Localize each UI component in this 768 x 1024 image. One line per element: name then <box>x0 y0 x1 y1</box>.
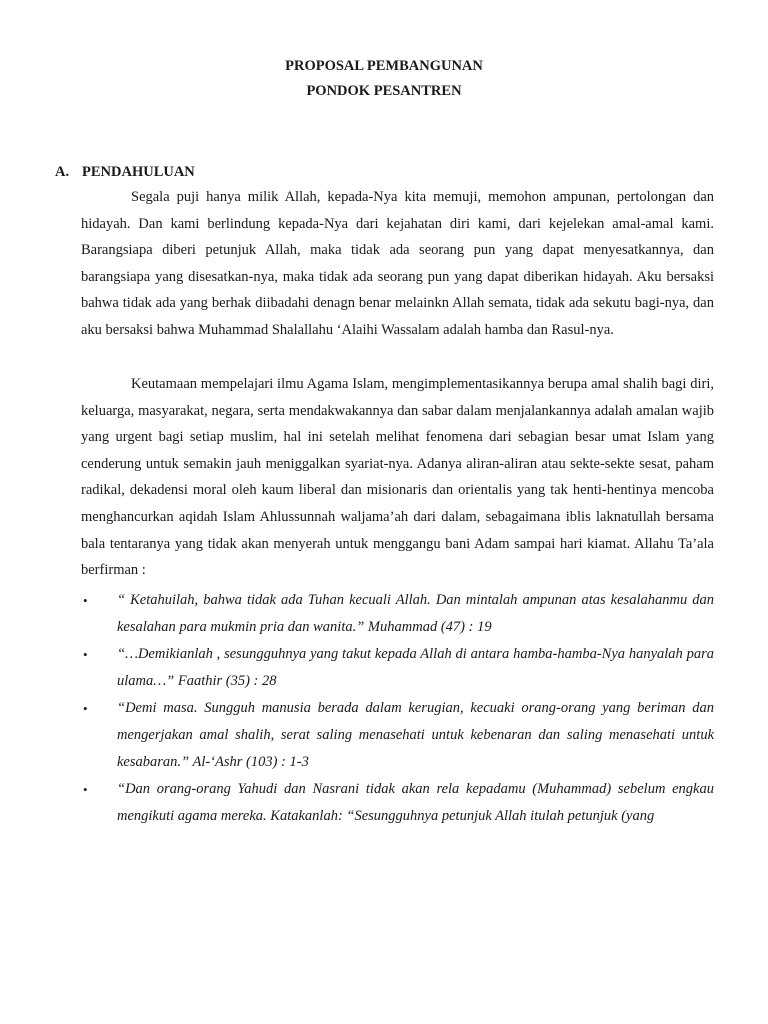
quote-text: “Demi masa. Sungguh manusia berada dalam kerugian, kecuaki orang-orang yang beriman dan mengerjakan amal shalih, serat saling menasehati untuk kebenaran dan saling menasehati untuk kesabaran.” Al-‘Ashr (103) : 1-3 <box>117 700 714 770</box>
quote-item <box>81 587 714 641</box>
bullet-icon: • <box>83 782 88 797</box>
paragraph-2: Keutamaan mempelajari ilmu Agama Islam, mengimplementasikannya berupa amal shalih bagi diri, keluarga, masyarakat, negara, serta mendakwakannya dan sabar dalam menjalankannya adalah amalan wajib yang urgent bagi setiap muslim, hal ini setelah melihat fenomena dari sebagian besar umat Islam yang cenderung untuk semakin jauh meniggalkan syariat-nya. Adanya aliran-aliran atau sekte-sekte sesat, paham radikal, dekadensi moral oleh kaum liberal dan misionaris dan orientalis yang tak henti-hentinya mencoba menghancurkan aqidah Islam Ahlussunnah waljama’ah dari dalam, sebagaimana iblis laknatullah bersama bala tentaranya yang tidak akan menyerah untuk menggangu bani Adam sampai hari kiamat. Allahu Ta’ala berfirman : <box>81 376 714 579</box>
quote-item <box>81 776 714 830</box>
document-title-line-2: PONDOK PESANTREN <box>306 83 462 99</box>
bullet-icon: • <box>83 647 88 662</box>
bullet-icon: • <box>83 701 88 716</box>
quote-item <box>81 641 714 695</box>
paragraph-1: Segala puji hanya milik Allah, kepada-Nya kita memuji, memohon ampunan, pertolongan dan hidayah. Dan kami berlindung kepada-Nya dari kejahatan diri kami, dari kejelekan amal-amal kami. Barangsiapa diberi petunjuk Allah, maka tidak ada seorang pun yang dapat menyesatkannya, dan barangsiapa yang disesatkan-nya, maka tidak ada seorang pun yang dapat diberikan hidayah. Aku bersaksi bahwa tidak ada yang berhak diibadahi denagn benar melainkn Allah semata, tidak ada sekutu bagi-nya, dan aku bersaksi bahwa Muhammad Shalallahu ‘Alaihi Wassalam adalah hamba dan Rasul-nya. <box>81 189 714 338</box>
paragraph-2-container <box>81 371 714 584</box>
paragraph-1-container <box>81 184 714 344</box>
quote-text: “ Ketahuilah, bahwa tidak ada Tuhan kecuali Allah. Dan mintalah ampunan atas kesalahanmu dan kesalahan para mukmin pria dan wanita.” Muhammad (47) : 19 <box>117 592 714 635</box>
section-heading <box>55 163 195 181</box>
document-title-line-1: PROPOSAL PEMBANGUNAN <box>285 58 483 74</box>
quote-list <box>81 587 714 830</box>
section-title: PENDAHULUAN <box>82 164 195 180</box>
bullet-icon: • <box>83 593 88 608</box>
quote-text: “Dan orang-orang Yahudi dan Nasrani tidak akan rela kepadamu (Muhammad) sebelum engkau mengikuti agama mereka. Katakanlah: “Sesungguhnya petunjuk Allah itulah petunjuk (yang <box>117 781 714 824</box>
quote-text: “…Demikianlah , sesungguhnya yang takut kepada Allah di antara hamba-hamba-Nya hanyalah para ulama…” Faathir (35) : 28 <box>117 646 714 689</box>
quote-item <box>81 695 714 776</box>
section-letter: A. <box>55 164 70 180</box>
